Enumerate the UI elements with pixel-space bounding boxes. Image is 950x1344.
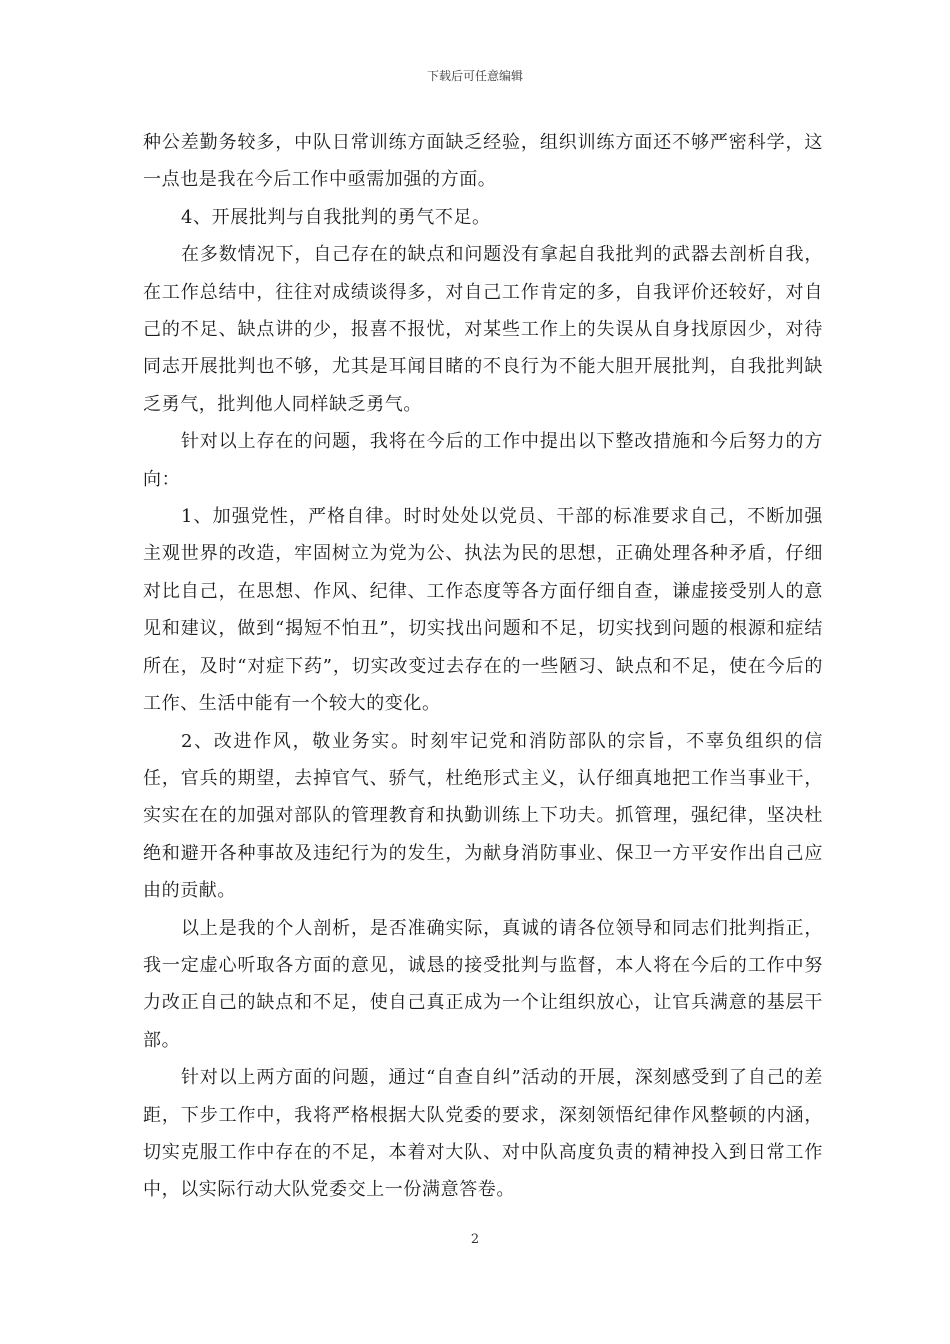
paragraph-measure-2: 2、改进作风，敬业务实。时刻牢记党和消防部队的宗旨，不辜负组织的信任，官兵的期望，去掉官气、骄气，杜绝形式主义，认仔细真地把工作当事业干，实实在在的加强对部队的管理教育和执勤训练上下功夫。抓管理，强纪律，坚决杜绝和避开各种事故及违纪行为的发生，为献身消防事业、保卫一方平安作出自己应由的贡献。 [143, 730, 823, 902]
paragraph-self-criticism: 在多数情况下，自己存在的缺点和问题没有拿起自我批判的武器去剖析自我，在工作总结中，往往对成绩谈得多，对自己工作肯定的多，自我评价还较好，对自己的不足、缺点讲的少，报喜不报忧，对某些工作上的失误从自身找原因少，对待同志开展批判也不够，尤其是耳闻目睹的不良行为不能大胆开展批判，自我批判缺乏勇气，批判他人同样缺乏勇气。 [143, 244, 823, 415]
page-header: 下载后可任意编辑 [426, 69, 523, 83]
paragraph-measure-1: 1、加强党性，严格自律。时时处处以党员、干部的标准要求自己，不断加强主观世界的改造，牢固树立为党为公、执法为民的思想，正确处理各种矛盾，仔细对比自己，在思想、作风、纪律、工作态度等各方面仔细自查，谦虚接受别人的意见和建议，做到“揭短不怕丑”，切实找出问题和不足，切实找到问题的根源和症结所在，及时“对症下药”，切实改变过去存在的一些陋习、缺点和不足，使在今后的工作、生活中能有一个较大的变化。 [143, 506, 823, 715]
paragraph-rectification-intro: 针对以上存在的问题，我将在今后的工作中提出以下整改措施和今后努力的方向： [143, 431, 823, 490]
paragraph-final-commitment: 针对以上两方面的问题，通过“自查自纠”活动的开展，深刻感受到了自己的差距，下步工作中，我将严格根据大队党委的要求，深刻领悟纪律作风整顿的内涵，切实克服工作中存在的不足，本着对大队、对中队高度负责的精神投入到日常工作中，以实际行动大队党委交上一份满意答卷。 [143, 1067, 823, 1201]
page-number: 2 [470, 1232, 480, 1247]
paragraph-closing-analysis: 以上是我的个人剖析，是否准确实际，真诚的请各位领导和同志们批判指正，我一定虚心听取各方面的意见，诚恳的接受批判与监督，本人将在今后的工作中努力改正自己的缺点和不足，使自己真正成为一个让组织放心，让官兵满意的基层干部。 [143, 917, 823, 1051]
paragraph-item-4-heading: 4、开展批判与自我批判的勇气不足。 [181, 206, 491, 228]
paragraph-continuation: 种公差勤务较多，中队日常训练方面缺乏经验，组织训练方面还不够严密科学，这一点也是我在今后工作中亟需加强的方面。 [143, 132, 823, 191]
document-body [143, 124, 823, 1209]
